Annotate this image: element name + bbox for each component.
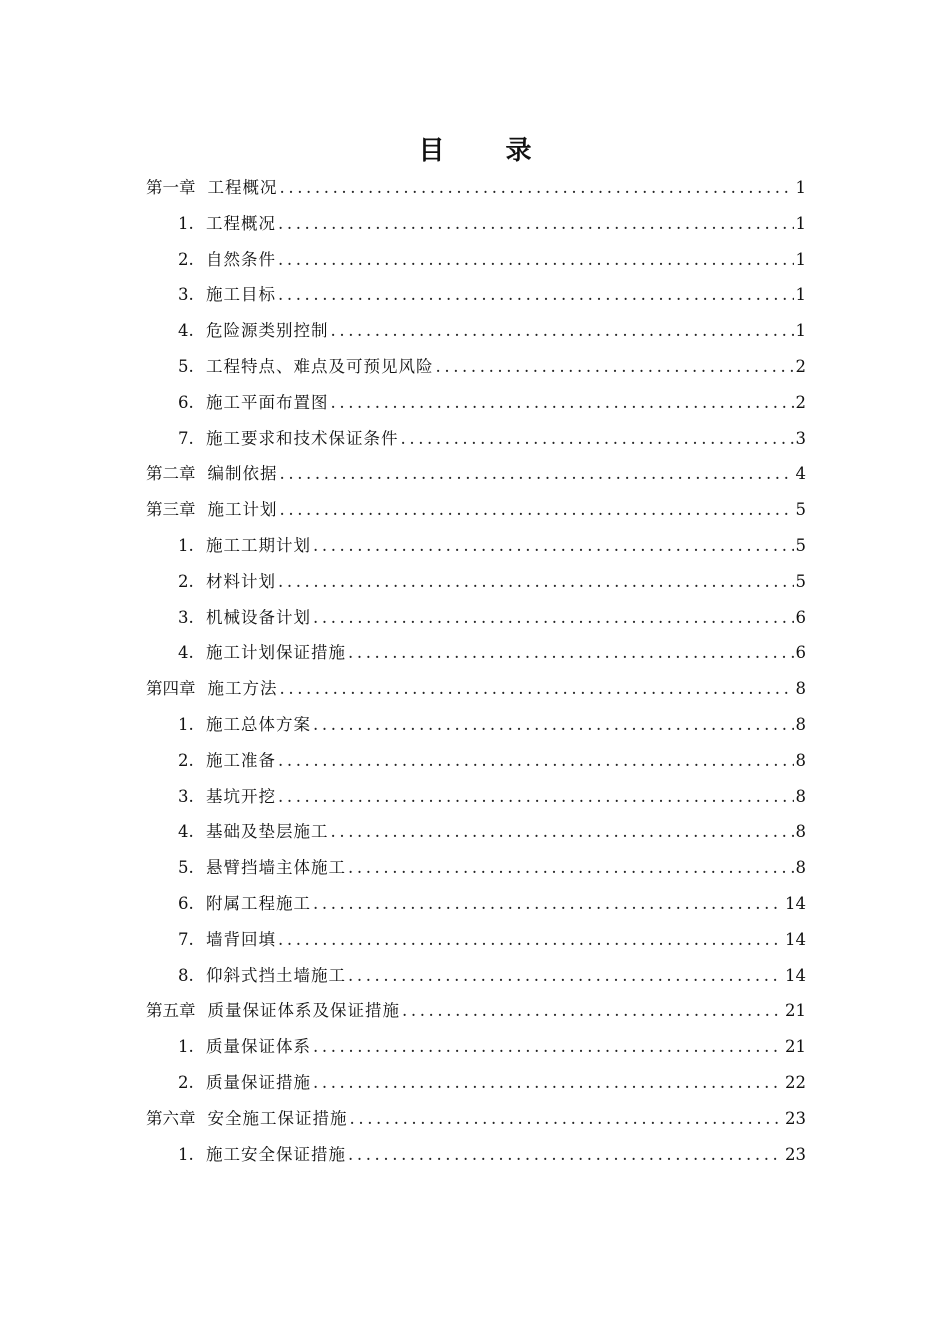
- entry-title: 自然条件: [206, 249, 276, 269]
- dot-leader: [313, 528, 794, 564]
- toc-chapter-entry[interactable]: [146, 993, 806, 1029]
- toc-section-entry[interactable]: [146, 743, 806, 779]
- dot-leader: [331, 385, 794, 421]
- entry-title: 悬臂挡墙主体施工: [206, 858, 346, 878]
- toc-section-entry[interactable]: [146, 1065, 806, 1101]
- dot-leader: [313, 707, 794, 743]
- toc-title: 目 录: [418, 136, 558, 166]
- dot-leader: [401, 421, 794, 457]
- dot-leader: [313, 1029, 783, 1065]
- entry-title: 工程概况: [206, 213, 276, 233]
- dot-leader: [402, 993, 783, 1029]
- entry-page-number: 14: [785, 929, 806, 949]
- entry-number: 6.: [178, 893, 194, 913]
- entry-title: 基础及垫层施工: [206, 822, 329, 842]
- entry-number: 2.: [178, 571, 194, 591]
- entry-page-number: 4: [795, 464, 806, 484]
- entry-number: 第二章: [146, 464, 196, 484]
- toc-section-entry[interactable]: [146, 242, 806, 278]
- entry-page-number: 8: [795, 822, 806, 842]
- entry-title: 材料计划: [206, 571, 276, 591]
- entry-page-number: 6: [795, 607, 806, 627]
- entry-title: 编制依据: [207, 464, 278, 484]
- entry-title: 施工安全保证措施: [206, 1144, 346, 1164]
- dot-leader: [280, 671, 794, 707]
- entry-page-number: 1: [795, 321, 806, 341]
- dot-leader: [350, 1101, 784, 1137]
- toc-section-entry[interactable]: [146, 635, 806, 671]
- entry-title: 施工目标: [206, 285, 276, 305]
- dot-leader: [348, 850, 794, 886]
- entry-number: 2.: [178, 750, 194, 770]
- entry-number: 4.: [178, 643, 194, 663]
- dot-leader: [348, 1137, 783, 1173]
- toc-section-entry[interactable]: [146, 779, 806, 815]
- entry-title: 工程概况: [207, 178, 278, 197]
- entry-number: 5.: [178, 858, 194, 878]
- entry-title: 施工计划保证措施: [206, 643, 346, 663]
- entry-page-number: 14: [785, 965, 806, 985]
- entry-number: 2.: [178, 249, 194, 269]
- entry-title: 附属工程施工: [206, 893, 311, 913]
- entry-number: 4.: [178, 321, 194, 341]
- toc-chapter-entry[interactable]: [146, 1101, 806, 1137]
- dot-leader: [280, 492, 794, 528]
- toc-chapter-entry[interactable]: [146, 671, 806, 707]
- dot-leader: [313, 1065, 783, 1101]
- toc-section-entry[interactable]: [146, 564, 806, 600]
- toc-section-entry[interactable]: [146, 528, 806, 564]
- entry-page-number: 6: [795, 643, 806, 663]
- entry-page-number: 8: [795, 750, 806, 770]
- entry-number: 第五章: [146, 1001, 196, 1021]
- dot-leader: [436, 349, 794, 385]
- entry-number: 8.: [178, 965, 194, 985]
- entry-number: 7.: [178, 428, 194, 448]
- toc-section-entry[interactable]: [146, 886, 806, 922]
- dot-leader: [278, 277, 794, 313]
- entry-title: 施工工期计划: [206, 535, 311, 555]
- entry-page-number: 5: [795, 571, 806, 591]
- entry-number: 第四章: [146, 679, 196, 699]
- toc-section-entry[interactable]: [146, 206, 806, 242]
- entry-number: 7.: [178, 929, 194, 949]
- entry-title: 墙背回填: [206, 929, 276, 949]
- toc-section-entry[interactable]: [146, 922, 806, 958]
- entry-number: 1.: [178, 213, 194, 233]
- dot-leader: [280, 170, 794, 206]
- entry-number: 1.: [178, 1037, 194, 1057]
- entry-number: 第三章: [146, 500, 196, 520]
- entry-page-number: 3: [795, 428, 806, 448]
- dot-leader: [278, 242, 794, 278]
- entry-number: 5.: [178, 356, 194, 376]
- entry-page-number: 8: [795, 679, 806, 699]
- entry-page-number: 5: [795, 535, 806, 555]
- entry-page-number: 23: [785, 1108, 806, 1128]
- entry-page-number: 8: [795, 786, 806, 806]
- toc-section-entry[interactable]: [146, 600, 806, 636]
- entry-number: 1.: [178, 1144, 194, 1164]
- entry-page-number: 2: [795, 392, 806, 412]
- dot-leader: [278, 922, 783, 958]
- entry-title: 施工平面布置图: [206, 392, 329, 412]
- toc-chapter-entry[interactable]: [146, 492, 806, 528]
- dot-leader: [348, 635, 794, 671]
- entry-title: 施工准备: [206, 750, 276, 770]
- toc-chapter-entry[interactable]: [146, 456, 806, 492]
- entry-page-number: 1: [795, 178, 806, 197]
- dot-leader: [331, 313, 794, 349]
- entry-title: 质量保证措施: [206, 1072, 311, 1092]
- dot-leader: [348, 958, 783, 994]
- entry-number: 6.: [178, 392, 194, 412]
- dot-leader: [278, 779, 794, 815]
- entry-number: 2.: [178, 1072, 194, 1092]
- dot-leader: [331, 814, 794, 850]
- entry-page-number: 1: [795, 285, 806, 305]
- toc-section-entry[interactable]: [146, 1029, 806, 1065]
- toc-list: [146, 170, 806, 1172]
- entry-number: 第一章: [146, 178, 196, 197]
- toc-section-entry[interactable]: [146, 814, 806, 850]
- toc-section-entry[interactable]: [146, 385, 806, 421]
- entry-title: 基坑开挖: [206, 786, 276, 806]
- entry-title: 仰斜式挡土墙施工: [206, 965, 346, 985]
- entry-number: 1.: [178, 535, 194, 555]
- dot-leader: [280, 456, 794, 492]
- entry-page-number: 8: [795, 858, 806, 878]
- toc-section-entry[interactable]: [146, 349, 806, 385]
- toc-section-entry[interactable]: [146, 277, 806, 313]
- toc-chapter-entry[interactable]: [146, 170, 806, 206]
- toc-section-entry[interactable]: [146, 850, 806, 886]
- entry-number: 3.: [178, 786, 194, 806]
- entry-title: 危险源类别控制: [206, 321, 329, 341]
- entry-page-number: 2: [795, 356, 806, 376]
- entry-number: 第六章: [146, 1108, 196, 1128]
- entry-title: 施工方法: [207, 679, 278, 699]
- dot-leader: [278, 206, 794, 242]
- entry-number: 1.: [178, 714, 194, 734]
- entry-title: 工程特点、难点及可预见风险: [206, 356, 434, 376]
- entry-page-number: 8: [795, 714, 806, 734]
- entry-number: 3.: [178, 607, 194, 627]
- dot-leader: [278, 743, 794, 779]
- dot-leader: [278, 564, 794, 600]
- entry-page-number: 1: [795, 249, 806, 269]
- entry-page-number: 1: [795, 213, 806, 233]
- entry-title: 施工要求和技术保证条件: [206, 428, 399, 448]
- entry-page-number: 5: [795, 500, 806, 520]
- entry-title: 安全施工保证措施: [207, 1108, 348, 1128]
- entry-title: 施工计划: [207, 500, 278, 520]
- entry-page-number: 21: [785, 1037, 806, 1057]
- toc-section-entry[interactable]: [146, 958, 806, 994]
- entry-number: 3.: [178, 285, 194, 305]
- entry-page-number: 14: [785, 893, 806, 913]
- entry-title: 质量保证体系: [206, 1037, 311, 1057]
- toc-section-entry[interactable]: [146, 313, 806, 349]
- dot-leader: [313, 886, 783, 922]
- entry-number: 4.: [178, 822, 194, 842]
- toc-section-entry[interactable]: [146, 1137, 806, 1173]
- toc-section-entry[interactable]: [146, 707, 806, 743]
- entry-title: 施工总体方案: [206, 714, 311, 734]
- entry-title: 机械设备计划: [206, 607, 311, 627]
- entry-title: 质量保证体系及保证措施: [207, 1001, 400, 1021]
- toc-section-entry[interactable]: [146, 421, 806, 457]
- entry-page-number: 23: [785, 1144, 806, 1164]
- entry-page-number: 21: [785, 1001, 806, 1021]
- entry-page-number: 22: [785, 1072, 806, 1092]
- dot-leader: [313, 600, 794, 636]
